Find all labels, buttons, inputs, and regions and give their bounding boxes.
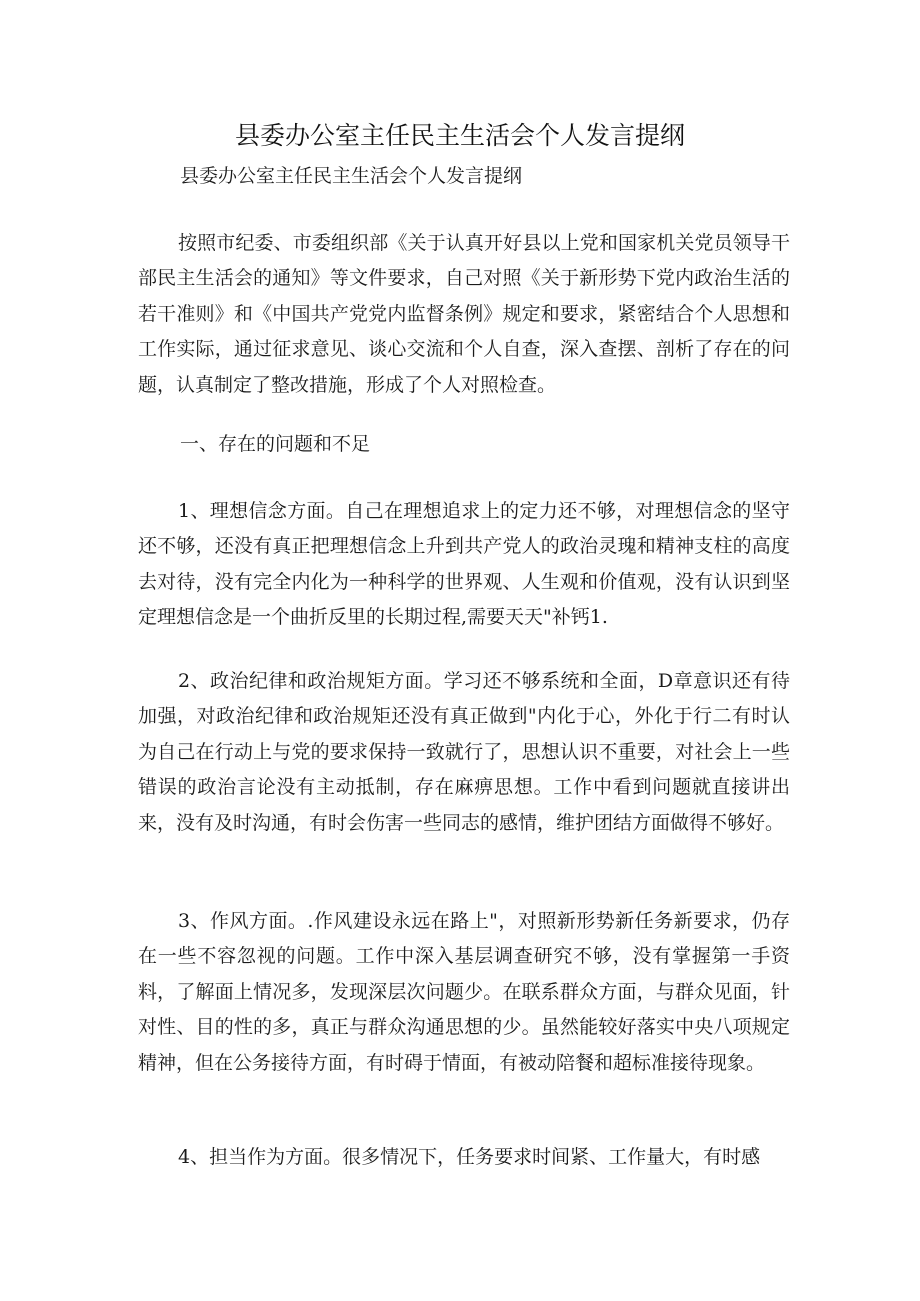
- item-paragraph-2: 2、政治纪律和政治规矩方面。学习还不够系统和全面，D章意识还有待加强，对政治纪律和政治规矩还没有真正做到"内化于心，外化于行二有时认为自己在行动上与党的要求保持一致就行了，思想认识不重要，对社会上一些错误的政治言论没有主动抵制，存在麻痹思想。工作中看到问题就直接讲出来，没有及时沟通，有时会伤害一些同志的感情，维护团结方面做得不够好。: [138, 670, 790, 834]
- item-paragraph-3: 3、作风方面。.作风建设永远在路上"，对照新形势新任务新要求，仍存在一些不容忽视的问题。工作中深入基层调查研究不够，没有掌握第一手资料，了解面上情况多，发现深层次问题少。在联系群众方面，与群众见面，针对性、目的性的多，真正与群众沟通思想的少。虽然能较好落实中央八项规定精神，但在公务接待方面，有时碍于情面，有被动陪餐和超标准接待现象。: [138, 910, 790, 1074]
- document-subtitle: 县委办公室主任民主生活会个人发言提纲: [180, 165, 523, 187]
- section-heading: 一、存在的问题和不足: [180, 433, 371, 455]
- item-paragraph-4: 4、担当作为方面。很多情况下，任务要求时间紧、工作量大，有时感: [178, 1146, 761, 1168]
- document-title: 县委办公室主任民主生活会个人发言提纲: [234, 121, 685, 150]
- intro-paragraph: 按照市纪委、市委组织部《关于认真开好县以上党和国家机关党员领导干部民主生活会的通知》等文件要求，自己对照《关于新形势下党内政治生活的若干准则》和《中国共产党党内监督条例》规定和要求，紧密结合个人思想和工作实际，通过征求意见、谈心交流和个人自查，深入查摆、剖析了存在的问题，认真制定了整改措施，形成了个人对照检查。: [138, 232, 790, 396]
- item-paragraph-1: 1、理想信念方面。自己在理想追求上的定力还不够，对理想信念的坚守还不够，还没有真正把理想信念上升到共产党人的政治灵瑰和精神支柱的高度去对待，没有完全内化为一种科学的世界观、人生观和价值观，没有认识到坚定理想信念是一个曲折反里的长期过程,需要天天"补钙1.: [138, 500, 790, 629]
